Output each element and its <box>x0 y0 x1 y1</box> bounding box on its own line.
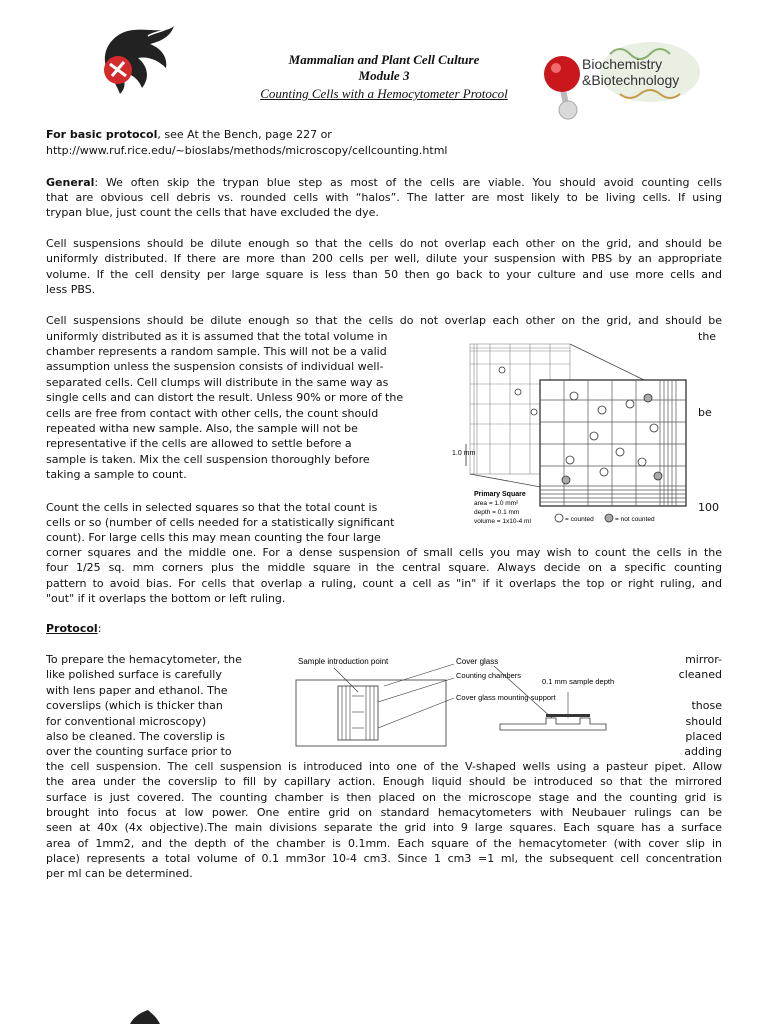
protocol-right-column <box>660 652 722 760</box>
dilute2-left-line: single cells and can distort the result. Unless 90% or more of the <box>46 391 404 405</box>
protocol-left-line: for conventional microscopy) <box>46 714 207 728</box>
dilute2-left-line: assumption unless the suspension consists of individual well- <box>46 360 384 374</box>
protocol-right-line: cleaned <box>678 668 722 682</box>
dilute2-line-2a: uniformly distributed as it is assumed that the total volume in <box>46 330 388 343</box>
protocol-line-6: area of 1mm2, and the depth of the chamber is 0.1mm. Each square of the hemacytometer (with cover slip in <box>46 837 722 850</box>
protocol-right-line: should <box>685 714 722 728</box>
count-line-4: corner squares and the middle one. For a dense suspension of small cells you may wish to count the cells in the <box>46 546 722 559</box>
protocol-line-3: surface is just covered. The counting chamber is then placed on the microscope stage and the counting grid is <box>46 791 722 804</box>
dilute2-line-1: Cell suspensions should be dilute enough so that the cells do not overlap each other on the grid, and should be <box>46 314 722 327</box>
footer-dragon-logo <box>90 1008 180 1024</box>
basic-protocol-line <box>46 127 722 142</box>
protocol-left-line: with lens paper and ethanol. The <box>46 683 228 697</box>
protocol-right-line: adding <box>684 745 722 759</box>
logo-text-1: Biochemistry <box>582 56 663 72</box>
protocol-right-line: those <box>691 699 722 713</box>
dilute2-left-line: cells are free from contact with other cells, the count should <box>46 406 379 420</box>
hemocytometer-grid-figure <box>444 340 694 530</box>
protocol-left-line: To prepare the hemacytometer, the <box>46 653 242 666</box>
dilute2-left-line: chamber represents a random sample. This will not be a valid <box>46 345 387 358</box>
grid-caption-area: area = 1.0 mm² <box>474 500 519 507</box>
general-text-1: : We often skip the trypan blue step as most of the cells are viable. You should avoid counting cells <box>94 176 722 189</box>
hemacytometer-chamber-figure <box>294 652 660 752</box>
grid-caption-depth: depth = 0.1 mm <box>474 509 520 516</box>
count-line-5: four 1/25 sq. mm corners plus the middle square in the central square. Always decide on a specific counting <box>46 561 722 574</box>
protocol-right-line: placed <box>685 730 722 744</box>
title-line-3: Counting Cells with a Hemocytometer Protocol <box>260 86 508 101</box>
protocol-line-4: brought into focus at low power. One entire grid on standard hemacytometers with Neubauer rulings can be <box>46 806 722 819</box>
count-line-1a: Count the cells in selected squares so that the total count is <box>46 501 378 514</box>
count-line-3: count). For large cells this may mean counting the four large <box>46 531 381 544</box>
protocol-left-column <box>46 652 286 760</box>
chamber-cover-glass: Cover glass <box>456 657 499 666</box>
dilute2-be: be <box>698 406 712 419</box>
general-line-3: trypan blue, just count the cells that have excluded the dye. <box>46 206 379 219</box>
grid-caption-volume: volume = 1x10-4 ml <box>474 518 531 525</box>
protocol-line-8: per ml can be determined. <box>46 867 193 880</box>
basic-protocol-bold: For basic protocol <box>46 128 158 141</box>
chamber-mounting-support: Cover glass mounting support <box>456 693 556 702</box>
title-line-2: Module 3 <box>358 68 410 83</box>
grid-dim-label: 1.0 mm <box>452 450 476 457</box>
count-line-6: pattern to avoid bias. For cells that overlap a ruling, count a cell as "in" if it overlaps the top or right ruling, and <box>46 577 722 590</box>
protocol-line-2: the area under the coverslip to fill by capillary action. Enough liquid should be introduced so that the mirrored <box>46 775 722 788</box>
count-line-7: "out" if it overlaps the bottom or left ruling. <box>46 592 286 605</box>
protocol-right-line <box>660 683 722 698</box>
dilute2-left-line: repeated witha new sample. Also, the sample will not be <box>46 422 358 436</box>
count-line-2: cells or so (number of cells needed for a statistically significant <box>46 516 395 529</box>
title-line-1: Mammalian and Plant Cell Culture <box>288 52 480 67</box>
protocol-heading <box>46 621 722 636</box>
dilute1-line-4: less PBS. <box>46 283 96 296</box>
basic-protocol-rest: , see At the Bench, page 227 or <box>157 128 332 141</box>
chamber-depth-label: 0.1 mm sample depth <box>542 677 615 686</box>
dilute1-line-3: volume. If the cell density per large square is less than 50 then go back to your culture and use more cells and <box>46 268 722 281</box>
legend-not-counted: = not counted <box>615 516 655 523</box>
logo-text-2: &Biotechnology <box>582 72 680 88</box>
basic-protocol-url[interactable]: http://www.ruf.rice.edu/~bioslabs/methods/microscopy/cellcounting.html <box>46 144 448 157</box>
dilute2-left-column <box>46 344 426 483</box>
protocol-line-5: seen at 40x (4x objective).The main divisions separate the grid into 9 large squares. Each square has a surface <box>46 821 722 834</box>
dilute2-left-line: representative if the cells are allowed to settle before a <box>46 437 352 451</box>
biochemistry-logo <box>540 34 700 120</box>
protocol-left-line: over the counting surface prior to <box>46 745 232 759</box>
protocol-heading-text: Protocol <box>46 622 98 635</box>
dilute1-line-1: Cell suspensions should be dilute enough so that the cells do not overlap each other on the grid, and should be <box>46 237 722 250</box>
protocol-right-line: mirror- <box>685 653 722 666</box>
protocol-line-7: place) represents a total volume of 0.1 mm3or 10-4 cm3. Since 1 cm3 =1 ml, the subsequent cell concentration <box>46 852 722 865</box>
protocol-left-line: like polished surface is carefully <box>46 668 222 682</box>
protocol-left-line: coverslips (which is thicker than <box>46 699 223 713</box>
dilute2-left-line: separated cells. Cell clumps will distribute in the same way as <box>46 375 389 389</box>
dilute1-line-2: uniformly distributed. If there are more than 200 cells per well, dilute your suspension with PBS by an appropriate <box>46 252 722 265</box>
count-line-1b: 100 <box>698 501 719 514</box>
legend-counted: = counted <box>565 516 594 523</box>
grid-caption-title: Primary Square <box>474 491 526 498</box>
general-line-2: that are obvious cell debris vs. rounded cells with “halos”. The latter are most likely to be living cells. If using <box>46 191 722 204</box>
protocol-left-line: also be cleaned. The coverslip is <box>46 730 225 744</box>
chamber-sample-point: Sample introduction point <box>298 657 389 666</box>
general-bold: General <box>46 176 95 189</box>
protocol-line-1: the cell suspension. The cell suspension is introduced into one of the V-shaped wells using a pasteur pipet. Allow <box>46 760 722 773</box>
protocol-colon: : <box>97 622 102 635</box>
dilute2-left-line: sample is taken. Mix the cell suspension thoroughly before <box>46 452 370 466</box>
dilute2-left-line: taking a sample to count. <box>46 468 187 482</box>
chamber-counting-chambers: Counting chambers <box>456 671 522 680</box>
dilute2-line-2b: the <box>698 330 717 343</box>
